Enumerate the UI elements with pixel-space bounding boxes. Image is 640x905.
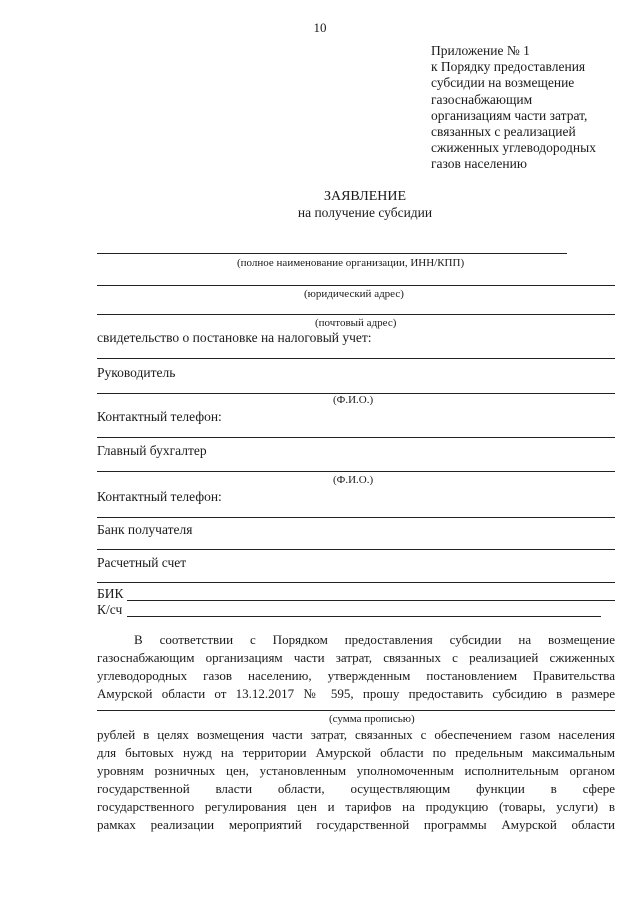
paragraph-line: газоснабжающим организациям части затрат, связанных с реализацией сжиженных (97, 650, 615, 665)
appendix-line: газов населению (431, 156, 527, 172)
paragraph-line: Амурской области от 13.12.2017 № 595, прошу предоставить субсидию в размере (97, 686, 615, 701)
document-title: ЗАЯВЛЕНИЕ (323, 189, 407, 204)
appendix-line: субсидии на возмещение (431, 75, 575, 91)
paragraph-line: углеводородных газов населению, утвержденным постановлением Правительства (97, 668, 615, 683)
bik-label: БИК (97, 586, 124, 601)
bank-line[interactable] (97, 549, 615, 550)
appendix-line: связанных с реализацией (431, 124, 576, 140)
contact-phone-label: Контактный телефон: (97, 489, 222, 504)
director-label: Руководитель (97, 365, 176, 380)
accountant-fio-caption: (Ф.И.О.) (333, 474, 374, 486)
corr-account-line[interactable] (127, 616, 601, 617)
paragraph-line: для бытовых нужд на территории Амурской области по предельным максимальным (97, 745, 615, 760)
paragraph-line: государственного регулирования цен и тарифов на продукцию (товары, услуги) в (97, 799, 615, 814)
amount-words-caption: (сумма прописью) (329, 713, 415, 725)
contact-phone-label: Контактный телефон: (97, 409, 222, 424)
appendix-line: к Порядку предоставления (431, 59, 586, 75)
paragraph-line: рублей в целях возмещения части затрат, связанных с обеспечением газом населения (97, 727, 615, 742)
legal-address-caption: (юридический адрес) (304, 288, 404, 300)
org-name-line[interactable] (97, 253, 567, 254)
contact-phone-line[interactable] (97, 517, 615, 518)
postal-address-caption: (почтовый адрес) (315, 317, 397, 329)
contact-phone-line[interactable] (97, 437, 615, 438)
tax-certificate-label: свидетельство о постановке на налоговый учет: (97, 330, 372, 345)
account-label: Расчетный счет (97, 555, 187, 570)
chief-accountant-label: Главный бухгалтер (97, 443, 207, 458)
purpose-paragraph (97, 726, 615, 834)
postal-address-line[interactable] (97, 314, 615, 315)
appendix-line: газоснабжающим (431, 91, 533, 107)
document-subtitle: на получение субсидии (297, 205, 433, 220)
bik-line[interactable] (127, 600, 615, 601)
corr-account-label: К/сч (97, 602, 123, 617)
appendix-line: сжиженных углеводородных (431, 140, 596, 156)
appendix-line: организациям части затрат, (431, 107, 588, 123)
chief-accountant-line[interactable] (97, 471, 615, 472)
legal-address-line[interactable] (97, 285, 615, 286)
paragraph-line: рамках реализации мероприятий государственной программы Амурской области (97, 817, 615, 832)
paragraph-line: В соответствии с Порядком предоставления субсидии на возмещение (134, 632, 615, 647)
paragraph-line: уровням розничных цен, установленным уполномоченным исполнительным органом (97, 763, 615, 778)
tax-certificate-line[interactable] (97, 358, 615, 359)
appendix-line: Приложение № 1 (431, 43, 530, 58)
director-fio-caption: (Ф.И.О.) (333, 394, 374, 406)
request-paragraph (97, 631, 615, 703)
org-name-caption: (полное наименование организации, ИНН/КПП) (237, 257, 465, 269)
paragraph-line: государственной власти области, осуществляющим функции в сфере (97, 781, 615, 796)
amount-words-line[interactable] (97, 710, 615, 711)
bank-label: Банк получателя (97, 522, 193, 537)
appendix-block (431, 43, 631, 173)
page-number: 10 (313, 20, 327, 35)
account-line[interactable] (97, 582, 615, 583)
